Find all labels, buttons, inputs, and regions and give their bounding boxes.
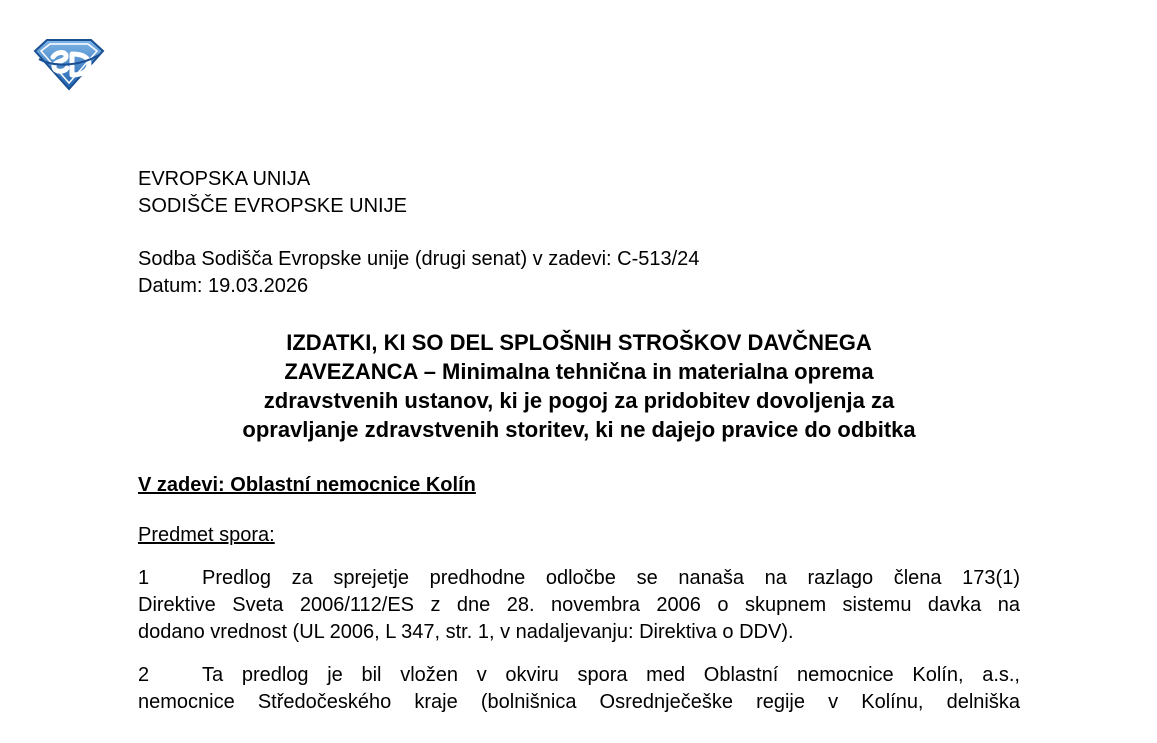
paragraph-line	[138, 565, 1020, 592]
document-title	[138, 328, 1020, 444]
title-line: ZAVEZANCA – Minimalna tehnična in materialna oprema	[284, 359, 874, 384]
paragraph-line: dodano vrednost (UL 2006, L 347, str. 1, v nadaljevanju: Direktiva o DDV).	[138, 621, 794, 643]
header-line-court: SODIŠČE EVROPSKE UNIJE	[138, 195, 407, 217]
case-block	[138, 246, 1020, 300]
paragraph-number: 2	[138, 664, 150, 686]
paragraph-number: 1	[138, 567, 150, 589]
title-line: opravljanje zdravstvenih storitev, ki ne dajejo pravice do odbitka	[242, 417, 916, 442]
document-body	[138, 166, 1020, 716]
paragraph-line: Direktive Sveta 2006/112/ES z dne 28. novembra 2006 o skupnem sistemu davka na	[138, 594, 1020, 616]
case-party-heading: V zadevi: Oblastní nemocnice Kolín	[138, 474, 476, 496]
case-reference: Sodba Sodišča Evropske unije (drugi senat) v zadevi: C-513/24	[138, 248, 700, 270]
header-block	[138, 166, 1020, 220]
paragraph-line	[138, 662, 1020, 689]
paragraph	[138, 565, 1020, 646]
case-date: Datum: 19.03.2026	[138, 275, 309, 297]
paragraph-text: Predlog za sprejetje predhodne odločbe se nanaša na razlago člena 173(1)	[202, 567, 1020, 589]
paragraph	[138, 662, 1020, 716]
title-line: zdravstvenih ustanov, ki je pogoj za pridobitev dovoljenja za	[263, 388, 895, 413]
court-logo-icon	[33, 37, 105, 91]
paragraph-text: Ta predlog je bil vložen v okviru spora med Oblastní nemocnice Kolín, a.s.,	[202, 664, 1020, 686]
header-line-eu: EVROPSKA UNIJA	[138, 168, 311, 190]
title-line: IZDATKI, KI SO DEL SPLOŠNIH STROŠKOV DAVČNEGA	[286, 330, 872, 355]
subject-heading: Predmet spora:	[138, 524, 275, 546]
paragraph-line: nemocnice Středočeského kraje (bolnišnica Osrednječeške regije v Kolínu, delniška	[138, 691, 1020, 713]
